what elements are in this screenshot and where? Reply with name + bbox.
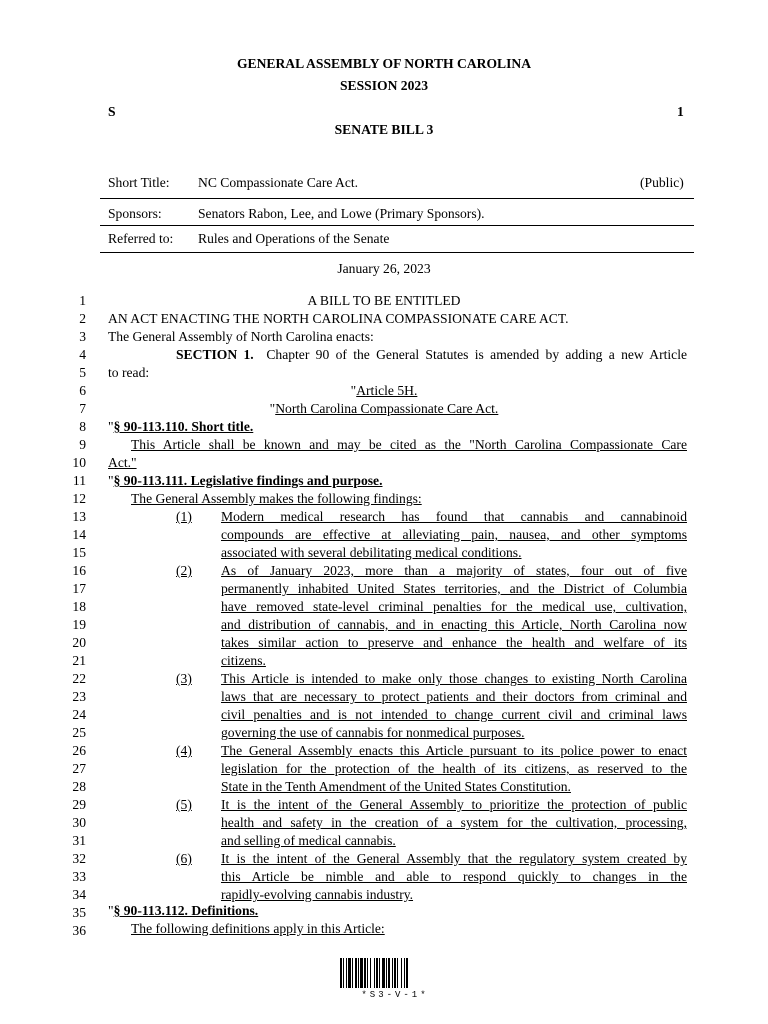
finding-number: (1) (176, 509, 192, 524)
finding-text: takes similar action to preserve and enhance the health and welfare of its (221, 635, 687, 650)
version-number: 1 (677, 104, 684, 119)
line-number: 29 (72, 797, 86, 812)
line-number: 36 (72, 923, 86, 938)
line-number: 21 (72, 653, 86, 668)
finding-text: associated with several debilitating medical conditions. (221, 545, 522, 560)
line-number: 35 (72, 905, 86, 920)
line-number: 25 (72, 725, 86, 740)
finding-line (221, 581, 687, 597)
line-number: 28 (72, 779, 86, 794)
section-1-intro (176, 347, 687, 363)
finding-line (221, 563, 687, 579)
finding-line (221, 833, 687, 849)
meta-divider (100, 225, 694, 226)
section-heading (108, 419, 687, 435)
finding-line (221, 707, 687, 723)
line-number: 13 (72, 509, 86, 524)
line-number: 1 (79, 293, 86, 308)
line-number: 11 (72, 473, 86, 488)
section-1-cont: to read: (108, 365, 150, 380)
line-number: 5 (79, 365, 86, 380)
open-quote: " (269, 401, 276, 416)
article-heading (0, 383, 768, 399)
open-quote: " (108, 473, 114, 488)
finding-line (221, 635, 687, 651)
line-number: 7 (79, 401, 86, 416)
chamber-letter: S (108, 104, 116, 119)
finding-text: State in the Tenth Amendment of the United States Constitution. (221, 779, 571, 794)
short-title-value: NC Compassionate Care Act. (198, 175, 359, 190)
session-title: SESSION 2023 (339, 78, 428, 93)
section-label: SECTION 1. (176, 347, 254, 362)
finding-line (221, 743, 687, 759)
finding-text: rapidly-evolving cannabis industry. (221, 887, 414, 902)
line-number: 27 (72, 761, 86, 776)
line-number: 19 (72, 617, 86, 632)
paragraph-line: Act." (108, 455, 137, 470)
finding-text: and distribution of cannabis, and in enacting this Article, North Carolina now (221, 617, 687, 632)
line-number: 31 (72, 833, 86, 848)
line-number: 9 (79, 437, 86, 452)
finding-text: It is the intent of the General Assembly to prioritize the protection of public (221, 797, 687, 812)
line-number: 15 (72, 545, 86, 560)
open-quote: " (108, 419, 114, 434)
line-number: 18 (72, 599, 86, 614)
line-number: 16 (72, 563, 86, 578)
finding-number: (2) (176, 563, 192, 578)
line-number: 26 (72, 743, 86, 758)
line-number: 3 (79, 329, 86, 344)
finding-number: (4) (176, 743, 192, 758)
finding-text: This Article is intended to make only those changes to existing North Carolina (221, 671, 687, 686)
finding-line (221, 797, 687, 813)
section-title: § 90-113.110. Short title. (113, 419, 254, 434)
finding-text: citizens. (221, 653, 266, 668)
finding-text: and selling of medical cannabis. (221, 833, 396, 848)
finding-line (221, 545, 687, 561)
assembly-title: GENERAL ASSEMBLY OF NORTH CAROLINA (236, 56, 532, 71)
finding-line (221, 671, 687, 687)
finding-line (221, 887, 687, 903)
finding-line (221, 761, 687, 777)
barcode-bar (408, 958, 409, 988)
finding-text: laws that are necessary to protect patients and their doctors from criminal and (221, 689, 687, 704)
line-number: 4 (79, 347, 86, 362)
line-number: 6 (79, 383, 86, 398)
section-text: Chapter 90 of the General Statutes is amended by adding a new Article (266, 347, 688, 362)
line-number: 2 (79, 311, 86, 326)
line-number: 23 (72, 689, 86, 704)
referred-label: Referred to: (108, 231, 174, 246)
meta-divider (100, 252, 694, 253)
meta-divider (100, 198, 694, 199)
finding-text: governing the use of cannabis for nonmedical purposes. (221, 725, 525, 740)
finding-text: legislation for the protection of the health of its citizens, as reserved to the (221, 761, 687, 776)
finding-number: (5) (176, 797, 192, 812)
section-heading (108, 903, 687, 919)
paragraph-line: The following definitions apply in this Article: (131, 921, 385, 936)
sponsors-value: Senators Rabon, Lee, and Lowe (Primary Sponsors). (198, 206, 485, 221)
article-name (0, 401, 768, 417)
finding-text: this Article be nimble and able to respond quickly to changes in the (221, 869, 687, 884)
findings-intro (131, 491, 710, 507)
finding-text: compounds are effective at alleviating pain, nausea, and other symptoms (221, 527, 687, 542)
line-number: 22 (72, 671, 86, 686)
finding-line (221, 869, 687, 885)
article-title: North Carolina Compassionate Care Act. (275, 401, 499, 416)
line-number: 8 (79, 419, 86, 434)
paragraph-line: This Article shall be known and may be cited as the "North Carolina Compassionate Care (131, 437, 687, 452)
finding-text: civil penalties and is not intended to change current civil and criminal laws (221, 707, 687, 722)
bill-title: SENATE BILL 3 (334, 122, 434, 137)
open-quote: " (350, 383, 357, 398)
finding-number: (6) (176, 851, 192, 866)
finding-line (221, 689, 687, 705)
definitions-intro (131, 921, 710, 937)
sponsors-label: Sponsors: (108, 206, 162, 221)
finding-line (221, 851, 687, 867)
line-number: 32 (72, 851, 86, 866)
finding-line (221, 653, 687, 669)
line-number: 20 (72, 635, 86, 650)
short-title-text (131, 437, 687, 453)
finding-text: Modern medical research has found that cannabis and cannabinoid (221, 509, 687, 524)
finding-text: permanently inhabited United States territories, and the District of Columbia (221, 581, 687, 596)
paragraph-line: The General Assembly makes the following findings: (131, 491, 422, 506)
finding-number: (3) (176, 671, 192, 686)
finding-line (221, 617, 687, 633)
act-title: AN ACT ENACTING THE NORTH CAROLINA COMPASSIONATE CARE ACT. (108, 311, 569, 326)
short-title-text-cont (108, 455, 687, 471)
section-title: § 90-113.112. Definitions. (113, 903, 259, 918)
barcode-text: *S3-V-1* (361, 990, 429, 1000)
line-number: 33 (72, 869, 86, 884)
line-number: 14 (72, 527, 86, 542)
line-number: 24 (72, 707, 86, 722)
line-number: 30 (72, 815, 86, 830)
finding-line (221, 599, 687, 615)
finding-text: It is the intent of the General Assembly that the regulatory system created by (221, 851, 687, 866)
barcode (340, 958, 450, 988)
short-title-label: Short Title: (108, 175, 170, 190)
finding-line (221, 725, 687, 741)
enacting-clause: The General Assembly of North Carolina enacts: (108, 329, 374, 344)
line-number: 12 (72, 491, 86, 506)
filed-date: January 26, 2023 (337, 261, 431, 276)
section-title: § 90-113.111. Legislative findings and purpose. (113, 473, 383, 488)
finding-text: The General Assembly enacts this Article pursuant to its police power to enact (221, 743, 687, 758)
referred-value: Rules and Operations of the Senate (198, 231, 390, 246)
finding-line (221, 509, 687, 525)
line-number: 34 (72, 887, 86, 902)
finding-text: As of January 2023, more than a majority of states, four out of five (221, 563, 687, 578)
section-heading (108, 473, 687, 489)
article-number: Article 5H. (356, 383, 418, 398)
finding-line (221, 815, 687, 831)
line-number: 17 (72, 581, 86, 596)
line-number: 10 (72, 455, 86, 470)
finding-text: health and safety in the creation of a system for the cultivation, processing, (221, 815, 687, 830)
public-tag: (Public) (640, 175, 684, 190)
finding-text: have removed state-level criminal penalties for the medical use, cultivation, (221, 599, 687, 614)
bill-caption: A BILL TO BE ENTITLED (307, 293, 461, 308)
finding-line (221, 527, 687, 543)
finding-line (221, 779, 687, 795)
open-quote: " (108, 903, 114, 918)
